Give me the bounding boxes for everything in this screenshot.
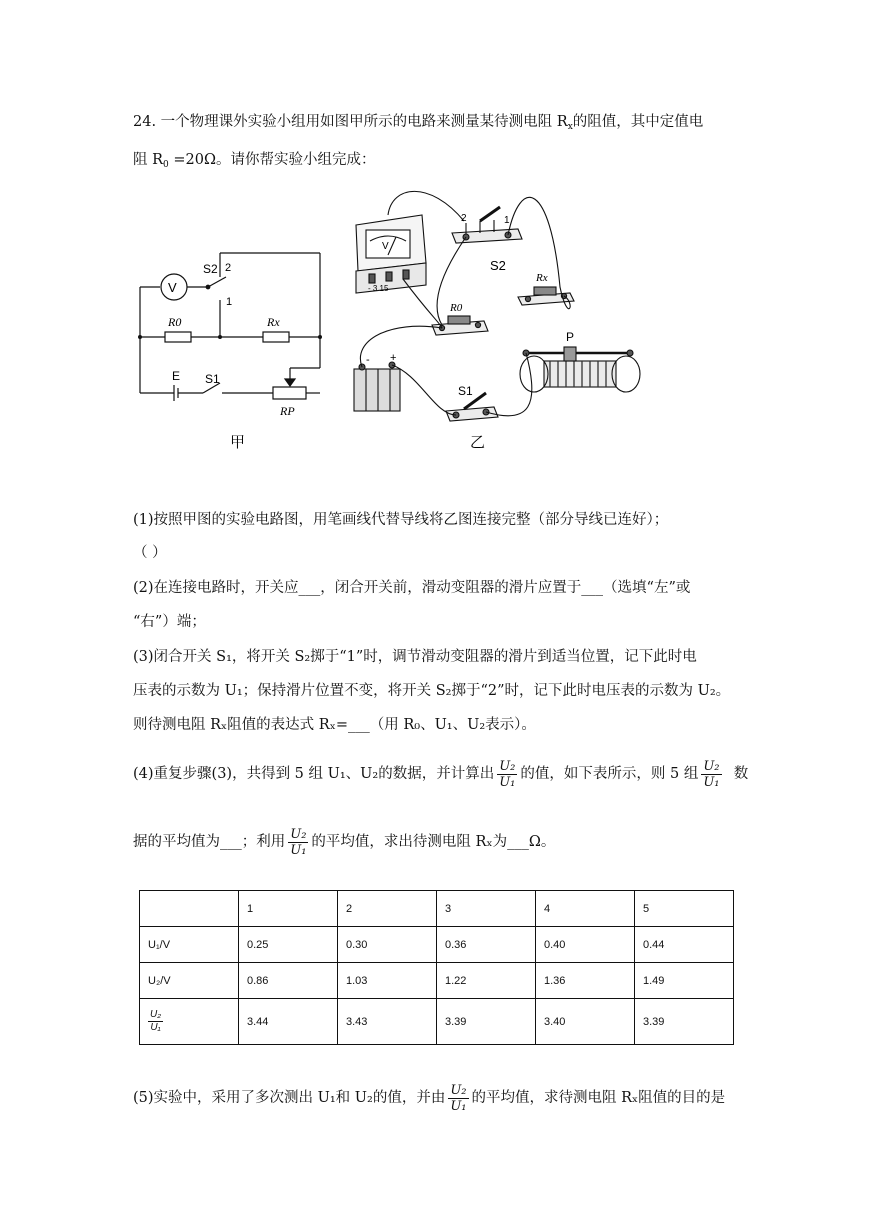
table-cell: 3.43 xyxy=(338,999,437,1045)
jia-caption: 甲 xyxy=(230,433,246,451)
fraction-u2-u1 xyxy=(148,1009,163,1034)
table-cell: 2 xyxy=(338,891,437,927)
table-cell: 1 xyxy=(239,891,338,927)
part-5-line xyxy=(133,1076,725,1120)
part-1-answer-blank: （ ） xyxy=(133,545,167,561)
part-4-tail: 数 xyxy=(733,766,749,782)
jia-r0-label: R0 xyxy=(168,315,182,329)
jia-s1-label: S1 xyxy=(205,372,220,386)
fraction-denominator: U₁ xyxy=(150,1022,161,1033)
part-4b-head: 据的平均值为___；利用 xyxy=(133,834,286,850)
part-4-mid: 的值，如下表所示，则 5 组 xyxy=(520,766,699,782)
part-5-tail: 的平均值，求待测电阻 Rₓ阻值的目的是 xyxy=(471,1090,726,1106)
wire-battery-to-s1 xyxy=(392,365,456,415)
wire-meter-to-r0 xyxy=(403,279,442,328)
yi-meter-terminals: - 3 15 xyxy=(368,284,389,293)
jia-s2-pos2: 2 xyxy=(225,262,232,274)
table-cell: 1.36 xyxy=(536,963,635,999)
r0-subscript: 0 xyxy=(163,160,169,170)
part-3-line-3: 则待测电阻 Rₓ阻值的表达式 Rₓ=___（用 R₀、U₁、U₂表示）。 xyxy=(133,717,536,733)
r0-coil xyxy=(448,316,470,324)
question-line-2 xyxy=(133,150,376,175)
part-4-line-2 xyxy=(133,820,555,864)
table-cell: 3.39 xyxy=(635,999,734,1045)
table-cell: 3 xyxy=(437,891,536,927)
part-4-line-1 xyxy=(133,752,748,796)
rx-subscript: x xyxy=(567,122,573,132)
rp-symbol xyxy=(273,387,306,399)
rheostat-slider xyxy=(564,347,576,361)
table-row xyxy=(140,927,734,963)
part-5-head: (5)实验中，采用了多次测出 U₁和 U₂的值，并由 xyxy=(133,1090,446,1106)
rx-coil xyxy=(534,287,556,295)
yi-battery-plus: + xyxy=(390,352,397,364)
wire-r0-to-battery xyxy=(360,326,442,367)
part-1-text: (1)按照甲图的实验电路图，用笔画线代替导线将乙图连接完整（部分导线已连好）； xyxy=(133,512,669,528)
table-cell: 0.36 xyxy=(437,927,536,963)
question-line-1 xyxy=(133,112,703,137)
jia-voltmeter-label: V xyxy=(168,280,177,295)
table-cell xyxy=(140,891,239,927)
yi-battery-minus: - xyxy=(366,354,370,366)
jia-rx-label: Rx xyxy=(267,315,280,329)
part-3-line-1: (3)闭合开关 S₁，将开关 S₂掷于“1”时，调节滑动变阻器的滑片到适当位置，记下此时电 xyxy=(133,649,697,665)
table-cell: 4 xyxy=(536,891,635,927)
fraction-denominator: U₁ xyxy=(499,774,516,790)
table-cell: 5 xyxy=(635,891,734,927)
jia-e-label: E xyxy=(172,369,181,383)
yi-s2-pos1: 1 xyxy=(504,215,510,226)
data-table xyxy=(139,890,734,1045)
part-2-line-1: (2)在连接电路时，开关应___，闭合开关前，滑动变阻器的滑片应置于___（选填“左”或 xyxy=(133,580,691,596)
r0-symbol xyxy=(165,332,191,342)
question-text-1: 24. 一个物理课外实验小组用如图甲所示的电路来测量某待测电阻 R xyxy=(133,114,568,130)
jia-s2-pos1: 1 xyxy=(226,296,233,308)
table-cell: 3.40 xyxy=(536,999,635,1045)
question-text-1-tail: 的阻值，其中定值电 xyxy=(572,114,704,130)
rx-symbol xyxy=(263,332,289,342)
fraction-u2-u1 xyxy=(288,827,308,858)
yi-rx-label: Rx xyxy=(536,272,548,284)
table-cell: 0.40 xyxy=(536,927,635,963)
wire-meter-to-s2 xyxy=(388,191,464,221)
table-cell: 0.25 xyxy=(239,927,338,963)
table-cell-fraction xyxy=(140,999,239,1045)
table-header-row xyxy=(140,891,734,927)
table-row xyxy=(140,999,734,1045)
fraction-u2-u1 xyxy=(701,759,721,790)
part-2-line-2: “右”）端； xyxy=(133,614,206,630)
table-cell: 0.30 xyxy=(338,927,437,963)
table-cell: 0.44 xyxy=(635,927,734,963)
fraction-denominator: U₁ xyxy=(450,1098,467,1114)
part-4b-tail: 的平均值，求出待测电阻 Rₓ为___Ω。 xyxy=(311,834,556,850)
circuit-figure xyxy=(130,175,740,460)
yi-caption: 乙 xyxy=(470,433,486,451)
yi-p-label: P xyxy=(566,330,575,344)
part-4-head: (4)重复步骤(3)，共得到 5 组 U₁、U₂的数据，并计算出 xyxy=(133,766,495,782)
fraction-denominator: U₁ xyxy=(290,842,307,858)
table-cell: 0.86 xyxy=(239,963,338,999)
fraction-u2-u1 xyxy=(448,1083,468,1114)
question-text-2-head: 阻 R xyxy=(133,152,164,168)
rheostat-coil xyxy=(544,361,616,387)
table-cell: 1.49 xyxy=(635,963,734,999)
fraction-numerator: U₂ xyxy=(450,1082,467,1098)
fraction-numerator: U₂ xyxy=(290,826,307,842)
fraction-denominator: U₁ xyxy=(703,774,720,790)
table-row xyxy=(140,963,734,999)
table-cell: 3.39 xyxy=(437,999,536,1045)
table-cell: 3.44 xyxy=(239,999,338,1045)
yi-s2-label: S2 xyxy=(490,258,506,273)
battery-box xyxy=(354,369,400,411)
part-3-line-2: 压表的示数为 U₁；保持滑片位置不变，将开关 S₂掷于“2”时，记下此时电压表的示数为 U₂。 xyxy=(133,683,731,699)
jia-rp-label: RP xyxy=(280,404,295,418)
question-text-2-tail: =20Ω。请你帮实验小组完成： xyxy=(168,152,376,168)
fraction-numerator: U₂ xyxy=(703,758,720,774)
yi-s2-pos2: 2 xyxy=(461,213,467,224)
yi-r0-label: R0 xyxy=(450,302,463,314)
yi-s1-label: S1 xyxy=(458,384,473,398)
fraction-numerator: U₂ xyxy=(499,758,516,774)
wire-s1-to-rheostat xyxy=(486,353,532,416)
fraction-numerator: U₂ xyxy=(150,1009,162,1020)
table-cell: 1.03 xyxy=(338,963,437,999)
table-cell: U₁/V xyxy=(140,927,239,963)
jia-s2-label: S2 xyxy=(203,262,218,276)
table-cell: U₂/V xyxy=(140,963,239,999)
fraction-u2-u1 xyxy=(497,759,517,790)
table-cell: 1.22 xyxy=(437,963,536,999)
yi-voltmeter-face: V xyxy=(382,241,389,252)
